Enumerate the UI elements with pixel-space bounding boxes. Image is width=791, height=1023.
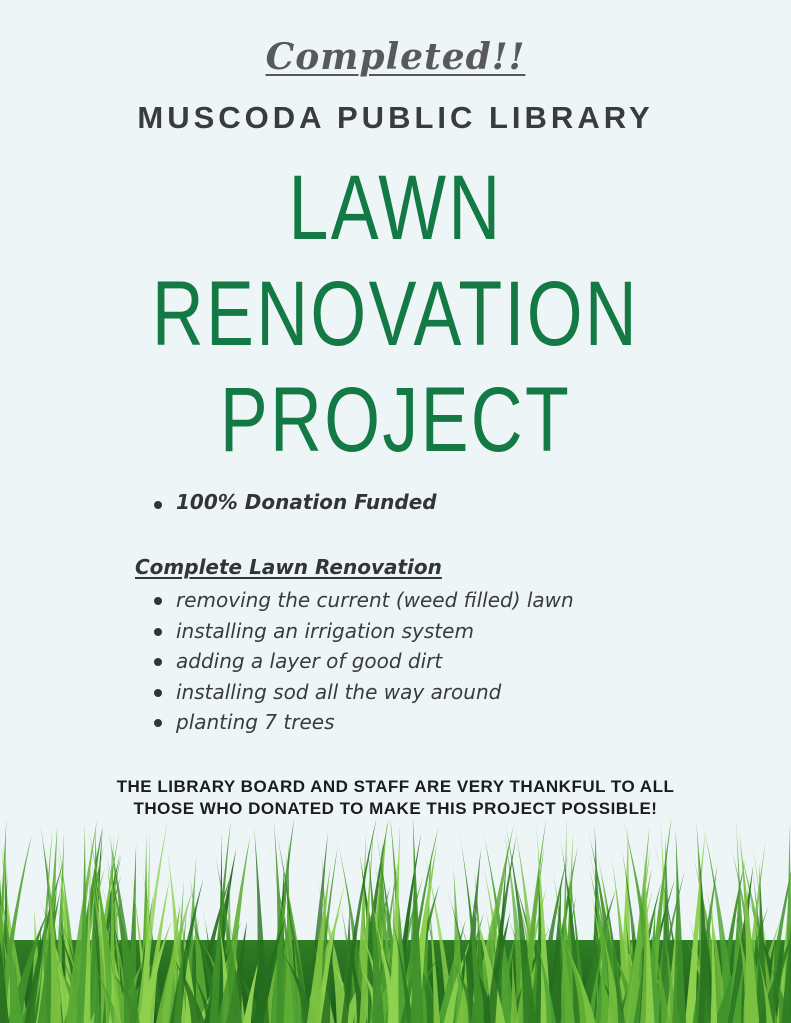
completed-heading: Completed!! [265, 36, 526, 78]
title-line-3: PROJECT [219, 369, 572, 471]
scope-list [152, 586, 574, 739]
list-item [152, 617, 574, 648]
library-name: MUSCODA PUBLIC LIBRARY [137, 100, 654, 135]
scope-item-text: installing sod all the way around [176, 679, 502, 704]
funding-text: 100% Donation Funded [176, 490, 437, 514]
scope-heading: Complete Lawn Renovation [135, 555, 442, 579]
scope-item-text: installing an irrigation system [176, 618, 474, 643]
grass-illustration [0, 820, 791, 1023]
thank-you-line-2: THOSE WHO DONATED TO MAKE THIS PROJECT POSSIBLE! [133, 799, 658, 818]
bullet-icon [154, 689, 162, 697]
scope-item-text: adding a layer of good dirt [176, 649, 443, 673]
grass-blade [672, 828, 686, 1023]
scope-item-text: planting 7 trees [176, 710, 335, 734]
list-item [152, 586, 574, 617]
list-item [152, 647, 574, 678]
scope-item-text: removing the current (weed filled) lawn [176, 588, 574, 612]
title-line-2: RENOVATION [151, 263, 640, 365]
bullet-icon [154, 597, 162, 605]
bullet-icon [154, 501, 162, 509]
bullet-icon [154, 658, 162, 666]
funding-list [152, 490, 437, 514]
bullet-icon [154, 628, 162, 636]
title-line-1: LAWN [288, 157, 503, 259]
list-item [152, 678, 574, 709]
thank-you-message [0, 776, 791, 820]
list-item [152, 490, 437, 514]
bullet-icon [154, 719, 162, 727]
thank-you-line-1: THE LIBRARY BOARD AND STAFF ARE VERY THANKFUL TO ALL [116, 777, 675, 796]
list-item [152, 708, 574, 739]
